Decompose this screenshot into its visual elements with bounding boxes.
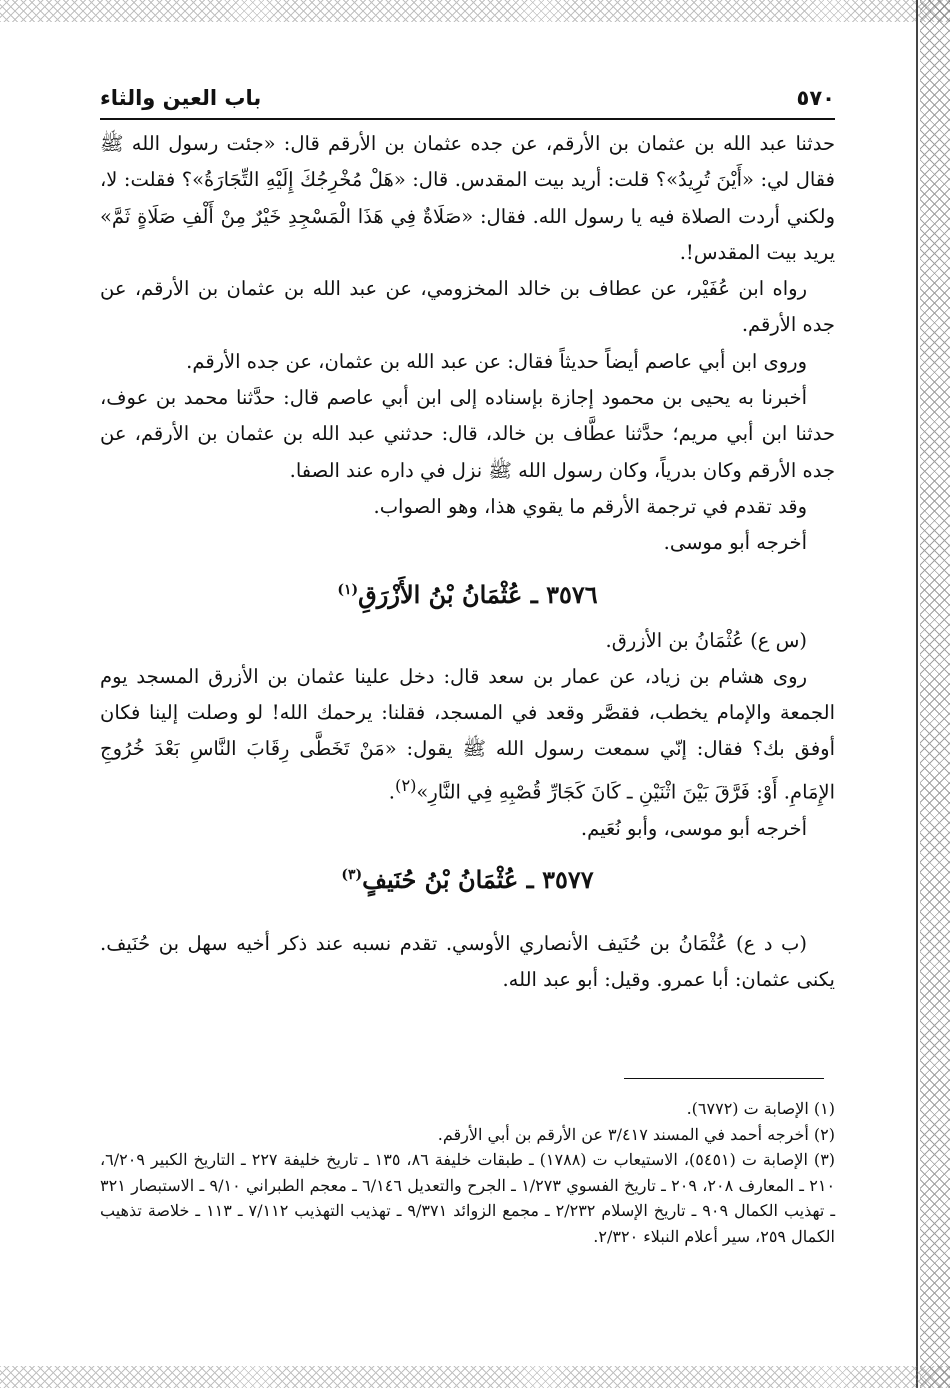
chapter-title: باب العين والثاء bbox=[100, 86, 262, 110]
footnote-ref: (٣) bbox=[341, 866, 363, 883]
paragraph-narration: وروى ابن أبي عاصم أيضاً حديثاً فقال: عن عبد الله بن عثمان، عن جده الأرقم. bbox=[186, 349, 807, 373]
paragraph-hadith: حدثنا عبد الله بن عثمان بن الأرقم، عن جده عثمان بن الأرقم قال: «جئت رسول الله ﷺ فقال لي: «أَيْنَ تُرِيدُ»؟ قلت: أريد بيت المقدس. قال: «هَلْ مُخْرِجُكَ إِلَيْهِ التِّجَارَةُ»؟ فقلت: لا، ولكني أردت الصلاة فيه يا رسول الله. فقال: «صَلَاةٌ فِي هَذَا الْمَسْجِدِ خَيْرٌ مِنْ أَلْفِ صَلَاةٍ ثَمَّ» يريد بيت المقدس!. bbox=[100, 132, 835, 264]
border-rule-right bbox=[916, 0, 918, 1388]
header-rule bbox=[100, 118, 835, 120]
decorative-border-right bbox=[920, 0, 950, 1388]
decorative-border-bottom bbox=[0, 1366, 950, 1388]
footnote-ref: (٢) bbox=[395, 775, 417, 795]
main-text bbox=[100, 126, 835, 998]
footnotes bbox=[100, 1096, 835, 1249]
footnote-item: (١) الإصابة ت (٦٧٧٢). bbox=[686, 1099, 835, 1118]
page-number: ٥٧٠ bbox=[796, 86, 835, 110]
paragraph-narration: رواه ابن عُفَيْر، عن عطاف بن خالد المخزومي، عن عبد الله بن عثمان بن الأرقم، عن جده الأرقم. bbox=[100, 277, 835, 337]
paragraph-entry-intro: (س ع) عُثْمَانُ بن الأزرق. bbox=[605, 628, 807, 652]
entry-heading bbox=[100, 855, 835, 900]
paragraph-source: أخرجه أبو موسى. bbox=[663, 531, 807, 555]
paragraph-note: وقد تقدم في ترجمة الأرقم ما يقوي هذا، وهو الصواب. bbox=[373, 494, 807, 518]
footnote-rule bbox=[624, 1078, 824, 1079]
page-header bbox=[100, 78, 835, 110]
entry-heading bbox=[100, 570, 835, 615]
spacer bbox=[100, 908, 835, 926]
paragraph-isnad: أخبرنا به يحيى بن محمود إجازة بإسناده إلى ابن أبي عاصم قال: حدَّثنا محمد بن عوف، حدثنا ابن أبي مريم؛ حدَّثنا عطَّاف بن خالد، قال: حدثني عبد الله بن عثمان بن الأرقم، عن جده الأرقم وكان بدرياً، وكان رسول الله ﷺ نزل في داره عند الصفا. bbox=[100, 386, 835, 482]
hadith-text: روى هشام بن زياد، عن عمار بن سعد قال: دخل علينا عثمان بن الأزرق المسجد يوم الجمعة والإمام يخطب، فقصَّر وقعد في المسجد، فقلنا: يرحمك الله! لو وصلت إلينا فكان أوفق بك؟ فقال: إنّي سمعت رسول الله ﷺ يقول: «مَنْ تَخَطَّى رِقَابَ النَّاسِ بَعْدَ خُرُوجِ الإِمَامِ. أَوْ: فَرَّقَ بَيْنَ اثْنَيْنِ ـ كَانَ كَجَارِّ قُصْبِهِ فِي النَّارِ» bbox=[100, 664, 835, 804]
footnote-item: (٣) الإصابة ت (٥٤٥١)، الاستيعاب ت (١٧٨٨) ـ طبقات خليفة ٨٦، ١٣٥ ـ تاريخ خليفة ٢٢٧ ـ التاريخ الكبير ٦/٢٠٩، ٢١٠ ـ المعارف ٢٠٨، ٢٠٩ ـ تاريخ الفسوي ١/٢٧٣ ـ الجرح والتعديل ٦/١٤٦ ـ معجم الطبراني ٩/١٠ ـ الاستبصار ٣٢١ ـ تهذيب الكمال ٩٠٩ ـ تاريخ الإسلام ٢/٢٣٢ ـ مجمع الزوائد ٩/٣٧١ ـ تهذيب التهذيب ٧/١١٢ ـ ١١٣ ـ خلاصة تذهيب الكمال ٢٥٩، سير أعلام النبلاء ٢/٣٢٠. bbox=[100, 1150, 836, 1246]
hadith-end: . bbox=[388, 780, 395, 804]
book-page bbox=[100, 78, 835, 998]
entry-title: ٣٥٧٦ ـ عُثْمَانُ بْنُ الأَزْرَقِ bbox=[358, 579, 598, 609]
paragraph-source: أخرجه أبو موسى، وأبو نُعَيم. bbox=[580, 816, 807, 840]
footnote-ref: (١) bbox=[337, 581, 359, 598]
paragraph-hadith bbox=[100, 659, 835, 811]
paragraph-entry-intro: (ب د ع) عُثْمَانُ بن حُنَيف الأنصاري الأوسي. تقدم نسبه عند ذكر أخيه سهل بن حُنَيف. يكنى عثمان: أبا عمرو. وقيل: أبو عبد الله. bbox=[100, 931, 835, 992]
footnote-item: (٢) أخرجه أحمد في المسند ٣/٤١٧ عن الأرقم بن أبي الأرقم. bbox=[437, 1124, 835, 1144]
decorative-border-top bbox=[0, 0, 950, 22]
entry-title: ٣٥٧٧ ـ عُثْمَانُ بْنُ حُنَيفٍ bbox=[362, 864, 594, 894]
